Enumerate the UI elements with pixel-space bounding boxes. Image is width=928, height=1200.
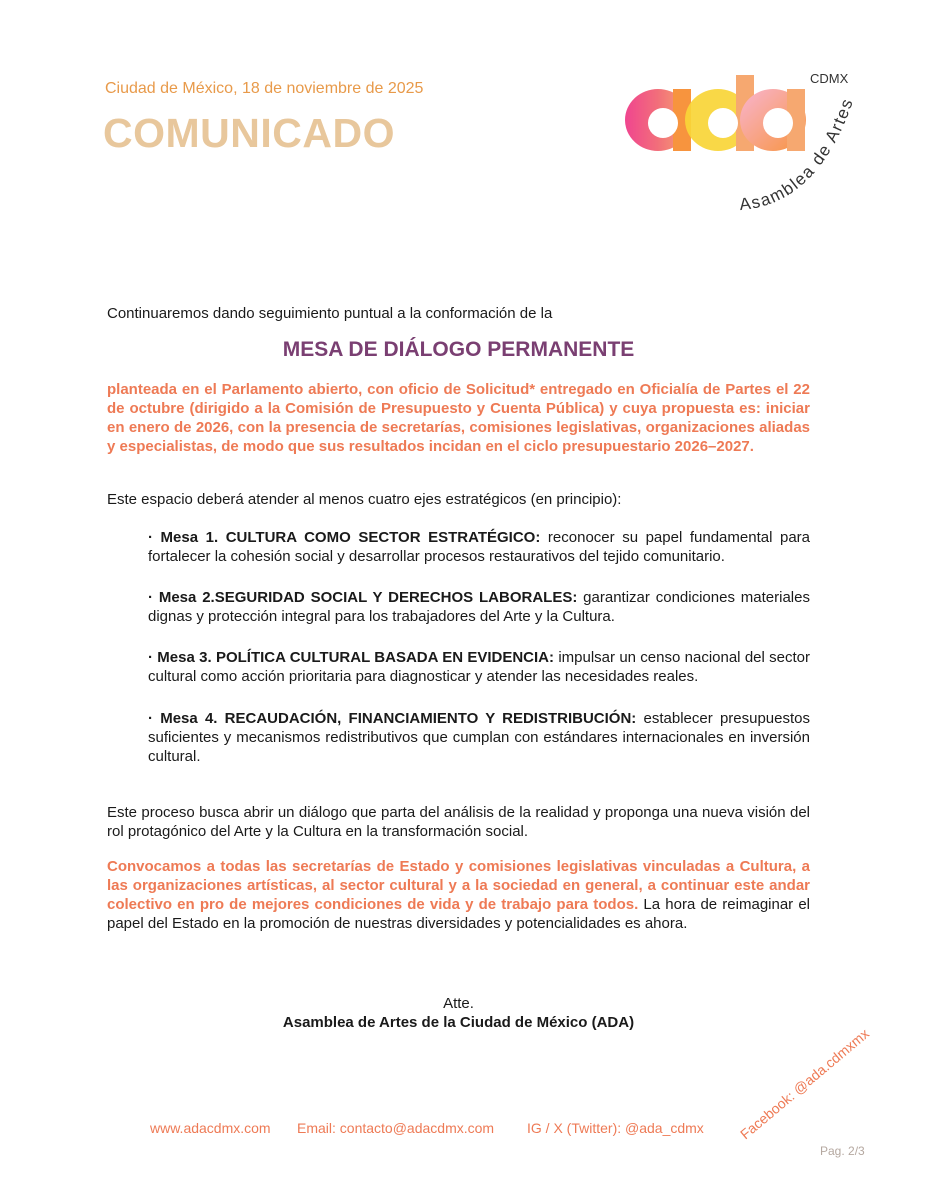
proposal-paragraph: planteada en el Parlamento abierto, con oficio de Solicitud* entregado en Oficialía de Partes el 22 de octubre (dirigido a la Comisión de Presupuesto y Cuenta Pública) y cuya propuesta es: iniciar en enero de 2026, con la presencia de secretarías, comisiones legislativas, organizaciones aliadas y especialistas, de modo que sus resultados incidan en el ciclo presupuestario 2026–2027. [107, 381, 810, 455]
document-date: Ciudad de México, 18 de noviembre de 2025 [105, 80, 424, 97]
ada-logo [615, 55, 875, 230]
closing-atte: Atte. [443, 995, 474, 1012]
mesa-description: garantizar condiciones materiales dignas y protección integral para los trabajadores del Arte y la Cultura. [148, 589, 810, 625]
mesa-item [148, 648, 810, 686]
document-title: COMUNICADO [103, 110, 395, 156]
axes-intro-paragraph: Este espacio deberá atender al menos cuatro ejes estratégicos (en principio): [107, 491, 622, 508]
footer-facebook-link[interactable]: Facebook: @ada.cdmxmx [737, 1025, 873, 1143]
mesa-item [148, 528, 810, 566]
logo-tagline: Asamblea de Artes [738, 95, 858, 215]
footer-social-link[interactable]: IG / X (Twitter): @ada_cdmx [527, 1120, 704, 1136]
intro-paragraph: Continuaremos dando seguimiento puntual a la conformación de la [107, 305, 553, 322]
footer-email-link[interactable]: Email: contacto@adacdmx.com [297, 1120, 495, 1136]
mesa-title: · Mesa 3. POLÍTICA CULTURAL BASADA EN EVIDENCIA: [148, 649, 555, 666]
signature: Asamblea de Artes de la Ciudad de México (ADA) [282, 1014, 635, 1031]
mesa-title: · Mesa 2.SEGURIDAD SOCIAL Y DERECHOS LABORALES: [148, 589, 578, 606]
logo-location: CDMX [810, 71, 849, 86]
mesa-title: · Mesa 4. RECAUDACIÓN, FINANCIAMIENTO Y REDISTRIBUCIÓN: [148, 710, 637, 727]
footer-website-link[interactable]: www.adacdmx.com [150, 1120, 271, 1136]
mesa-description: reconocer su papel fundamental para fortalecer la cohesión social y desarrollar procesos restaurativos del tejido comunitario. [148, 529, 811, 565]
call-bold-text: Convocamos a todas las secretarías de Estado y comisiones legislativas vinculadas a Cultura, a las organizaciones artísticas, al sector cultural y a la sociedad en general, a continuar este andar colectivo en pro de mejores condiciones de vida y de trabajo para todos. [107, 858, 810, 913]
mesa-description: impulsar un censo nacional del sector cultural como acción prioritaria para diagnosticar y atender las necesidades reales. [148, 649, 810, 685]
page-number: Pag. 2/3 [820, 1144, 865, 1158]
call-paragraph [107, 857, 810, 933]
call-rest-text: La hora de reimaginar el papel del Estado en la promoción de nuestras diversidades y potencialidades es ahora. [107, 896, 811, 932]
section-heading: MESA DE DIÁLOGO PERMANENTE [282, 338, 635, 361]
mesa-item [148, 709, 810, 766]
mesa-title: · Mesa 1. CULTURA COMO SECTOR ESTRATÉGICO: [148, 529, 541, 546]
mesa-item [148, 588, 810, 626]
process-paragraph: Este proceso busca abrir un diálogo que parta del análisis de la realidad y proponga una nueva visión del rol protagónico del Arte y la Cultura en la transformación social. [107, 804, 810, 840]
mesa-description: establecer presupuestos suficientes y mecanismos redistributivos que cumplan con estándares internacionales en inversión cultural. [148, 710, 810, 765]
